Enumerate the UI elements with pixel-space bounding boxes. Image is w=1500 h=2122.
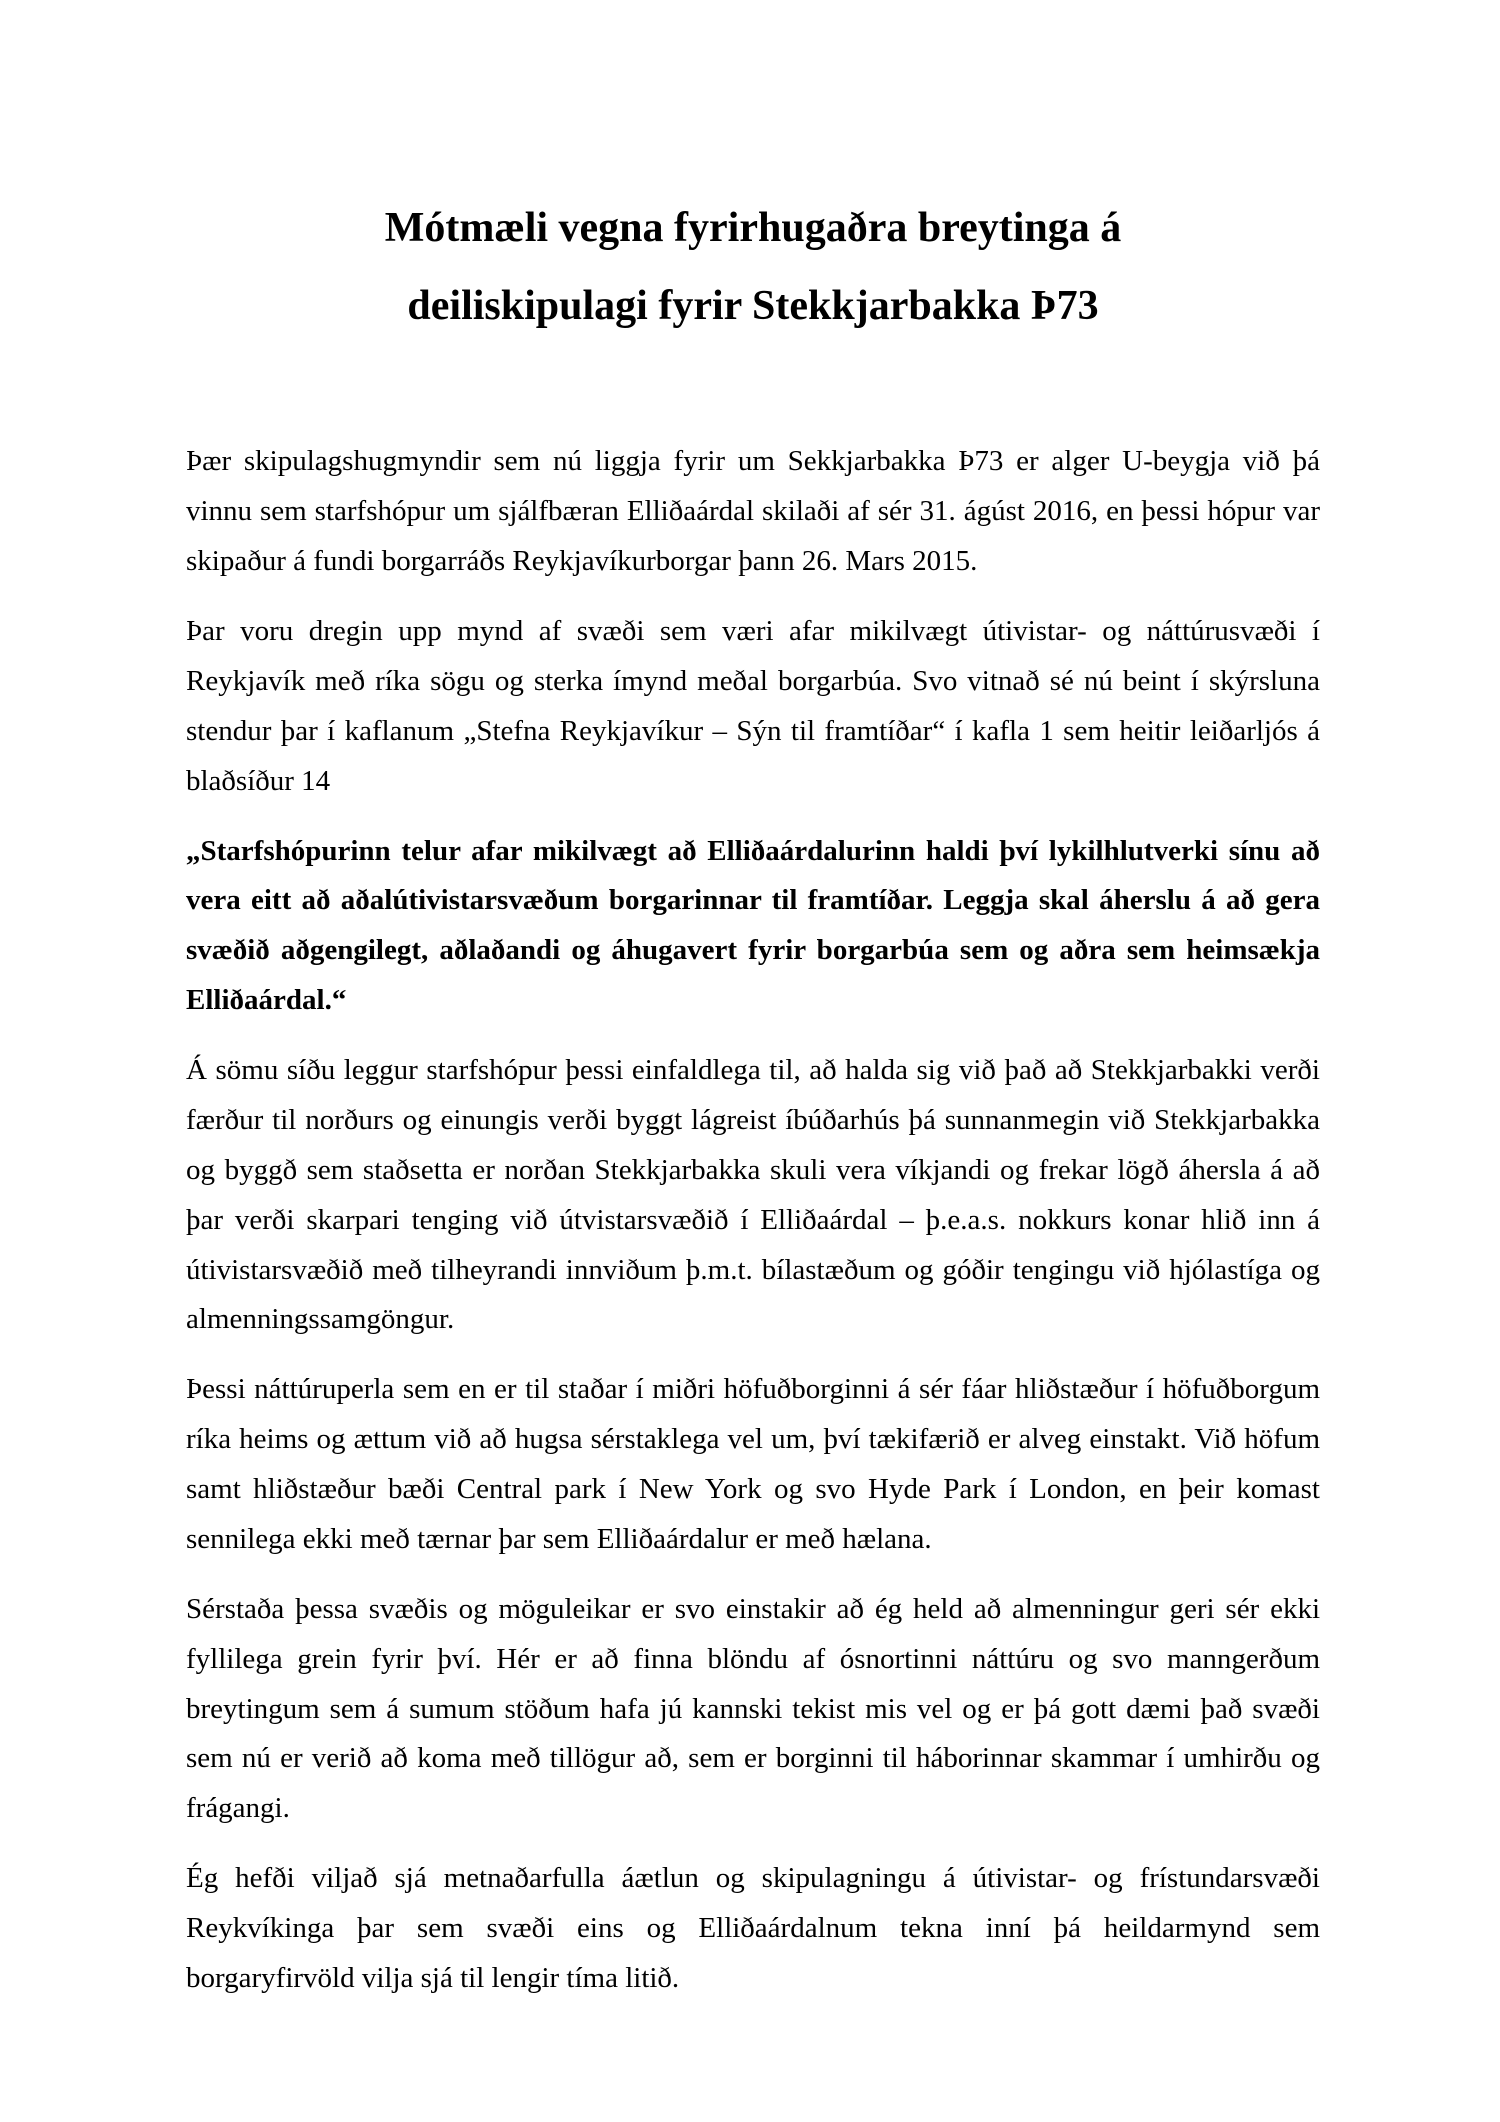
document-title bbox=[186, 190, 1320, 345]
paragraph: Ég hefði viljað sjá metnaðarfulla áætlun og skipulagningu á útivistar- og frístundarsvæði Reykvíkinga þar sem svæði eins og Elliðaárdalnum tekna inní þá heildarmynd sem borgaryfirvöld vilja sjá til lengir tíma litið. bbox=[186, 1862, 1320, 1994]
paragraph: Sérstaða þessa svæðis og möguleikar er svo einstakir að ég held að almenningur geri sér ekki fyllilega grein fyrir því. Hér er að finna blöndu af ósnortinni náttúru og svo manngerðum breytingum sem á sumum stöðum hafa jú kannski tekist mis vel og er þá gott dæmi það svæði sem nú er verið að koma með tillögur að, sem er borginni til háborinnar skammar í umhirðu og frágangi. bbox=[186, 1592, 1320, 1825]
document-title-line-1: Mótmæli vegna fyrirhugaðra breytinga á bbox=[384, 205, 1122, 251]
paragraph: Á sömu síðu leggur starfshópur þessi einfaldlega til, að halda sig við það að Stekkjarbakki verði færður til norðurs og einungis verði byggt lágreist íbúðarhús þá sunnanmegin við Stekkjarbakka og byggð sem staðsetta er norðan Stekkjarbakka skuli vera víkjandi og frekar lögð áhersla á að þar verði skarpari tenging við útvistarsvæðið í Elliðaárdal – þ.e.a.s. nokkurs konar hlið inn á útivistarsvæðið með tilheyrandi innviðum þ.m.t. bílastæðum og góðir tengingu við hjólastíga og almenningssamgöngur. bbox=[186, 1054, 1320, 1336]
document-title-line-2: deiliskipulagi fyrir Stekkjarbakka Þ73 bbox=[407, 282, 1099, 329]
paragraph: Þessi náttúruperla sem en er til staðar í miðri höfuðborginni á sér fáar hliðstæður í höfuðborgum ríka heims og ættum við að hugsa sérstaklega vel um, því tækifærið er alveg einstakt. Við höfum samt hliðstæður bæði Central park í New York og svo Hyde Park í London, en þeir komast sennilega ekki með tærnar þar sem Elliðaárdalur er með hælana. bbox=[186, 1373, 1320, 1555]
paragraph: Þær skipulagshugmyndir sem nú liggja fyrir um Sekkjarbakka Þ73 er alger U-beygja við þá vinnu sem starfshópur um sjálfbæran Elliðaárdal skilaði af sér 31. ágúst 2016, en þessi hópur var skipaður á fundi borgarráðs Reykjavíkurborgar þann 26. Mars 2015. bbox=[186, 445, 1320, 578]
document-body bbox=[186, 437, 1320, 2003]
paragraph: Þar voru dregin upp mynd af svæði sem væri afar mikilvægt útivistar- og náttúrusvæði í Reykjavík með ríka sögu og sterka ímynd meðal borgarbúa. Svo vitnað sé nú beint í skýrsluna stendur þar í kaflanum „Stefna Reykjavíkur – Sýn til framtíðar“ í kafla 1 sem heitir leiðarljós á blaðsíður 14 bbox=[186, 615, 1320, 797]
paragraph-bold-quote: „Starfshópurinn telur afar mikilvægt að Elliðaárdalurinn haldi því lykilhlutverki sínu að vera eitt að aðalútivistarsvæðum borgarinnar til framtíðar. Leggja skal áherslu á að gera svæðið aðgengilegt, aðlaðandi og áhugavert fyrir borgarbúa sem og aðra sem heimsækja Elliðaárdal.“ bbox=[186, 834, 1320, 1017]
